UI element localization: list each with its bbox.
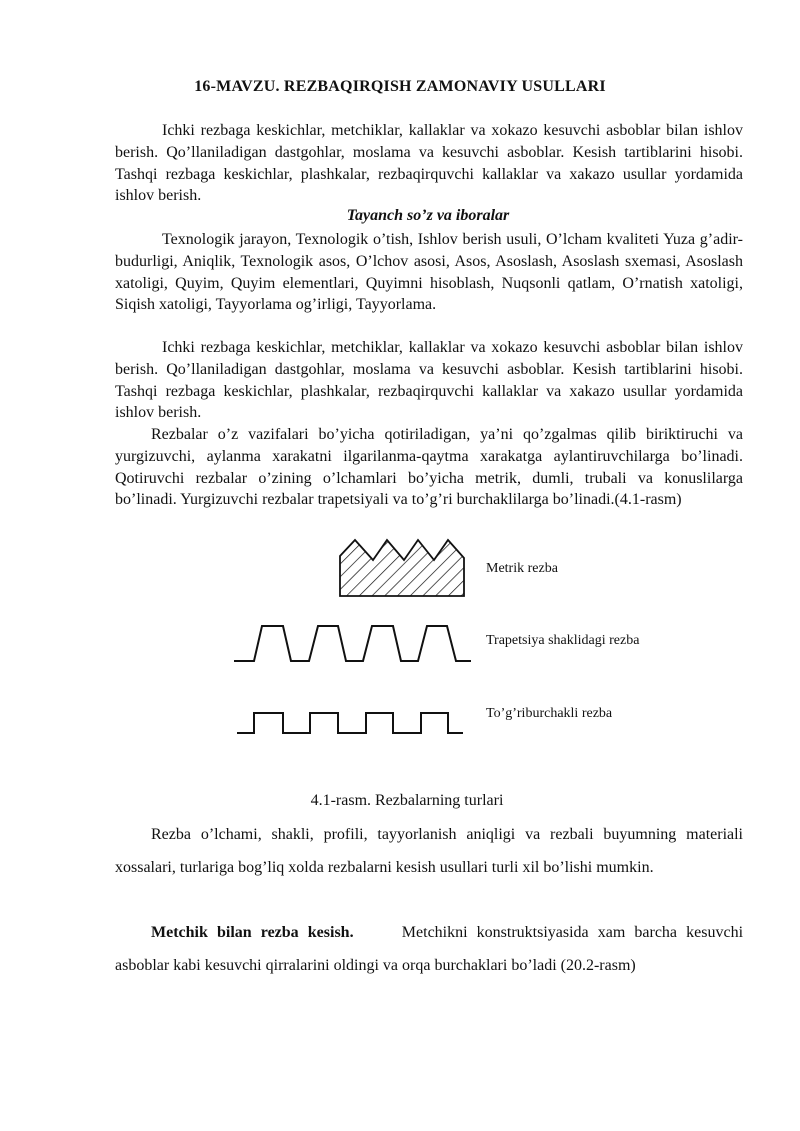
tap-section: [115, 916, 743, 982]
metric-thread-drawing: [340, 540, 464, 596]
trapezoidal-thread-label: Trapetsiya shaklidagi rezba: [486, 633, 640, 648]
keywords-heading: Tayanch so’z va iboralar: [346, 207, 510, 224]
rectangular-thread-label: To’g’riburchakli rezba: [486, 706, 613, 721]
size-paragraph: Rezba o’lchami, shakli, profili, tayyorlanish aniqligi va rezbali buyumning materiali xossalari, turlariga bog’liq xolda rezbalarni kesish usullari turli xil bo’lishi mumkin.: [115, 826, 743, 876]
metric-thread-label: Metrik rezba: [486, 561, 558, 576]
tap-heading: Metchik bilan rezba kesish.: [151, 924, 354, 941]
keywords-paragraph: Texnologik jarayon, Texnologik o’tish, Ishlov berish usuli, O’lcham kvaliteti Yuza g’adir-budurligi, Aniqlik, Texnologik asos, O’lchov asosi, Asos, Asoslash, Asoslash sxemasi, Asoslash xatoligi, Quyim, Quyim elementlari, Quyimni hisoblash, Nuqsonli qatlam, O’rnatish xatoligi, Siqish xatoligi, Tayyorlama og’irligi, Tayyorlama.: [115, 231, 743, 314]
intro-paragraph: Ichki rezbaga keskichlar, metchiklar, kallaklar va xokazo kesuvchi asboblar bilan ishlov berish. Qo’llaniladigan dastgohlar, moslama va kesuvchi asboblar. Kesish tartiblarini hisobi. Tashqi rezbaga keskichlar, plashkalar, rezbaqirquvchi kallaklar va xakazo usullar yordamida ishlov berish.: [115, 122, 743, 205]
intro-repeat-paragraph: Ichki rezbaga keskichlar, metchiklar, kallaklar va xokazo kesuvchi asboblar bilan ishlov berish. Qo’llaniladigan dastgohlar, moslama va kesuvchi asboblar. Kesish tartiblarini hisobi. Tashqi rezbaga keskichlar, plashkalar, rezbaqirquvchi kallaklar va xakazo usullar yordamida ishlov berish.: [115, 339, 743, 422]
tap-text: Metchikni konstruktsiyasida xam barcha kesuvchi asboblar kabi kesuvchi qirralarini oldingi va orqa burchaklari bo’ladi (20.2-rasm): [115, 924, 744, 974]
trapezoidal-thread-drawing: [234, 626, 471, 661]
rectangular-thread-drawing: [237, 713, 463, 733]
thread-types-paragraph: Rezbalar o’z vazifalari bo’yicha qotiriladigan, ya’ni qo’zgalmas qilib biriktiruchi va yurgizuvchi, aylanma xarakatni ilgarilanma-qaytma xarakatga aylantiruvchilarga bo’linadi. Qotiruvchi rezbalar o’zining o’lchamlari bo’yicha metrik, dumli, trubali va konuslilarga bo’linadi. Yurgizuvchi rezbalar trapetsiyali va to’g’ri burchaklilarga bo’linadi.(4.1-rasm): [115, 426, 743, 509]
figure-caption: 4.1-rasm. Rezbalarning turlari: [310, 792, 504, 809]
page-title: 16-MAVZU. REZBAQIRQISH ZAMONAVIY USULLARI: [194, 78, 606, 95]
